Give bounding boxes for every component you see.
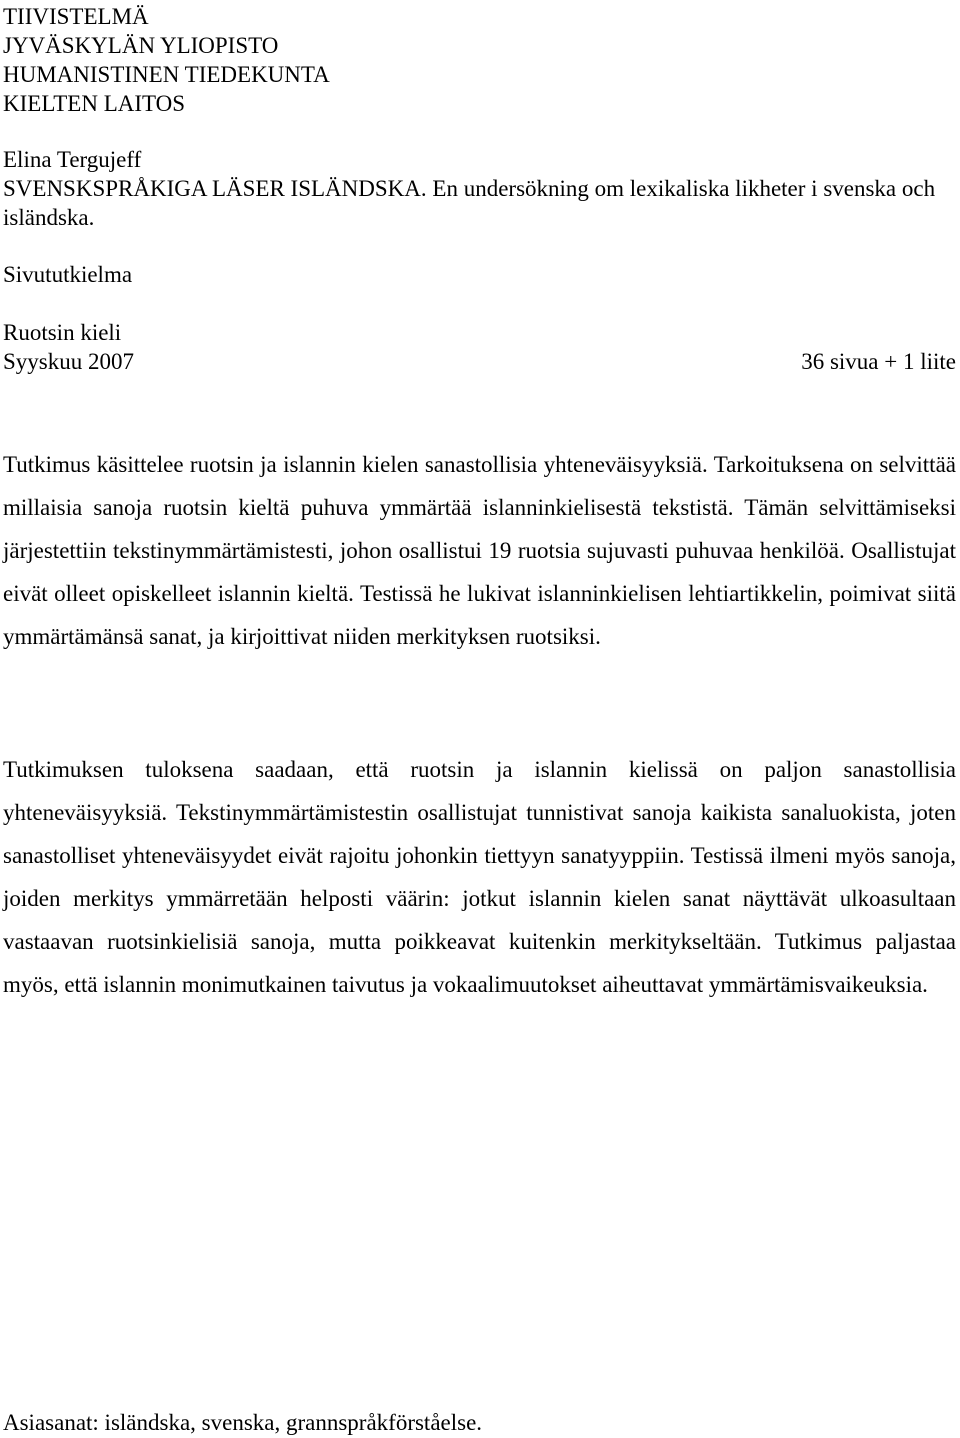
university-name: JYVÄSKYLÄN YLIOPISTO <box>3 33 279 58</box>
subject-line: Ruotsin kieli <box>3 320 122 345</box>
abstract-paragraph-2: Tutkimuksen tuloksena saadaan, että ruotsin ja islannin kielissä on paljon sanastollisia yhteneväisyyksiä. Tekstinymmärtämistestin osallistujat tunnistivat sanoja kaikista sanaluokista, joten sanastolliset yhteneväisyydet eivät rajoitu johonkin tiettyyn sanatyyppiin. Testissä ilmeni myös sanoja, joiden merkitys ymmärretään helposti väärin: jotkut islannin kielen sanat näyttävät ulkoasultaan vastaavan ruotsinkielisiä sanoja, mutta poikkeavat kuitenkin merkitykseltään. Tutkimus paljastaa myös, että islannin monimutkainen taivutus ja vokaalimuutokset aiheuttavat ymmärtämisvaikeuksia. <box>3 757 956 997</box>
faculty-name: HUMANISTINEN TIEDEKUNTA <box>3 62 330 87</box>
author-block <box>3 145 953 232</box>
thesis-type: Sivututkielma <box>3 262 133 287</box>
keywords-line: Asiasanat: isländska, svenska, grannspråkförståelse. <box>3 1410 483 1435</box>
abstract-paragraph-1: Tutkimus käsittelee ruotsin ja islannin kielen sanastollisia yhteneväisyyksiä. Tarkoituksena on selvittää millaisia sanoja ruotsin kieltä puhuva ymmärtää islanninkielisestä tekstistä. Tämän selvittämiseksi järjestettiin tekstinymmärtämistesti, johon osallistui 19 ruotsia sujuvasti puhuvaa henkilöä. Osallistujat eivät olleet opiskelleet islannin kieltä. Testissä he lukivat islanninkielisen lehtiartikkelin, poimivat siitä ymmärtämänsä sanat, ja kirjoittivat niiden merkityksen ruotsiksi. <box>3 452 956 649</box>
date-text: Syyskuu 2007 <box>3 349 134 374</box>
author-name: Elina Tergujeff <box>3 147 142 172</box>
thesis-meta <box>3 318 956 376</box>
document-header <box>3 2 330 118</box>
page-count: 36 sivua + 1 liite <box>801 349 956 374</box>
department-name: KIELTEN LAITOS <box>3 91 186 116</box>
date-pages-row <box>3 347 956 376</box>
document-title: TIIVISTELMÄ <box>3 4 149 29</box>
thesis-title: SVENSKSPRÅKIGA LÄSER ISLÄNDSKA. En undersökning om lexikaliska likheter i svenska och isländska. <box>3 176 936 230</box>
